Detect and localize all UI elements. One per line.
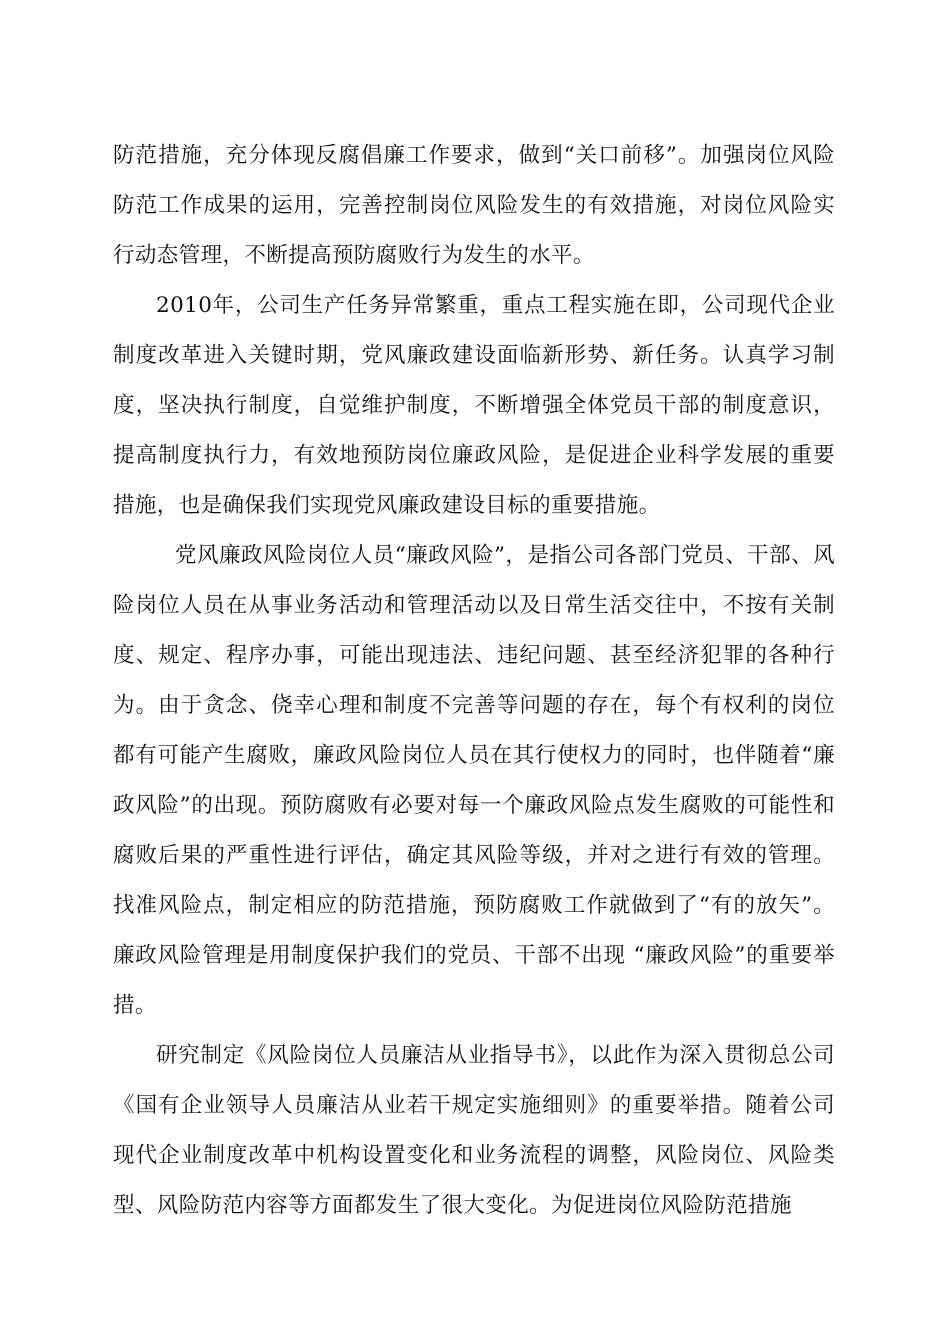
paragraph-2010-tasks: 2010年，公司生产任务异常繁重，重点工程实施在即，公司现代企业制度改革进入关键时期，党风廉政建设面临新形势、新任务。认真学习制度，坚决执行制度，自觉维护制度，不断增强全体党员干部的制度意识，提高制度执行力，有效地预防岗位廉政风险，是促进企业科学发展的重要措施，也是确保我们实现党风廉政建设目标的重要措施。 (113, 293, 835, 518)
document-body (113, 131, 835, 1231)
paragraph-guidance-book: 研究制定《风险岗位人员廉洁从业指导书》，以此作为深入贯彻总公司《国有企业领导人员廉洁从业若干规定实施细则》的重要举措。随着公司现代企业制度改革中机构设置变化和业务流程的调整，风险岗位、风险类型、风险防范内容等方面都发生了很大变化。为促进岗位风险防范措施 (113, 1043, 835, 1218)
paragraph-continuation: 防范措施，充分体现反腐倡廉工作要求，做到“关口前移”。加强岗位风险防范工作成果的运用，完善控制岗位风险发生的有效措施，对岗位风险实行动态管理，不断提高预防腐败行为发生的水平。 (113, 143, 835, 268)
paragraph-integrity-risk-definition: 党风廉政风险岗位人员“廉政风险”，是指公司各部门党员、干部、风险岗位人员在从事业务活动和管理活动以及日常生活交往中，不按有关制度、规定、程序办事，可能出现违法、违纪问题、甚至经济犯罪的各种行为。由于贪念、侥幸心理和制度不完善等问题的存在，每个有权利的岗位都有可能产生腐败，廉政风险岗位人员在其行使权力的同时，也伴随着“廉政风险”的出现。预防腐败有必要对每一个廉政风险点发生腐败的可能性和腐败后果的严重性进行评估，确定其风险等级，并对之进行有效的管理。找准风险点，制定相应的防范措施，预防腐败工作就做到了“有的放矢”。廉政风险管理是用制度保护我们的党员、干部不出现 “廉政风险”的重要举措。 (113, 543, 835, 1018)
